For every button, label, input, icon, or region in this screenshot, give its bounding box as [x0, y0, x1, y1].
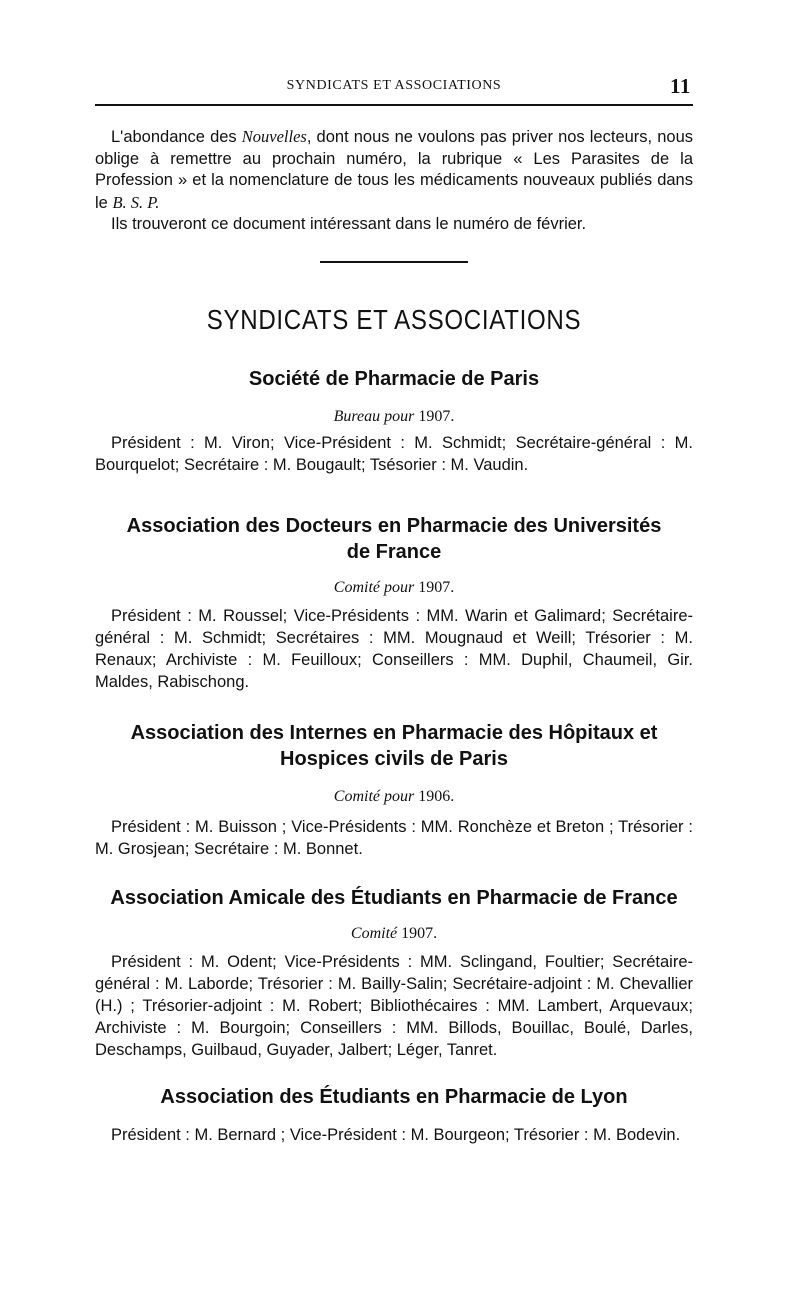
notice-paragraph — [95, 126, 693, 236]
running-title: SYNDICATS ET ASSOCIATIONS — [286, 78, 502, 93]
section-title: Association des Docteurs en Pharmacie des Universités de France — [126, 515, 662, 563]
header-rule — [95, 104, 693, 106]
section-body: Président : M. Bernard ; Vice-Président : M. Bourgeon; Trésorier : M. Bodevin. — [111, 1126, 681, 1144]
page-number: 11 — [669, 74, 691, 98]
section-title: Société de Pharmacie de Paris — [248, 368, 540, 390]
section-subtitle: Bureau pour 1907. — [333, 408, 455, 425]
section-body: Président : M. Roussel; Vice-Présidents : MM. Warin et Galimard; Secrétaire-général : M. Schmidt; Secrétaires : MM. Mougnaud et Weill; Trésorier : M. Renaux; Archiviste : M. Feuilloux; Conseillers : MM. Duphil, Chaumeil, Gir. Maldes, Rabischong. — [95, 607, 693, 691]
section-societe-pharmacie — [95, 366, 693, 476]
section-amicale-etudiants — [95, 885, 693, 1061]
section-title: Association des Internes en Pharmacie des Hôpitaux et Hospices civils de Paris — [130, 722, 658, 770]
section-subtitle: Comité pour 1906. — [333, 788, 455, 805]
nouvelles-italic: Nouvelles — [241, 127, 307, 146]
section-body: Président : M. Odent; Vice-Présidents : MM. Sclingand, Foultier; Secrétaire-général : M. Laborde; Trésorier : M. Bailly-Salin; Secrétaire-adjoint : M. Chevallier (H.) ; Trésorier-adjoint : M. Robert; Bibliothécaires : MM. Lambert, Arquevaux; Archiviste : M. Bourgoin; Conseillers : MM. Billods, Bouillac, Boulé, Darles, Deschamps, Guilbaud, Guyader, Jalbert; Léger, Tanret. — [95, 953, 693, 1059]
section-etudiants-lyon — [95, 1084, 693, 1146]
section-body: Président : M. Viron; Vice-Président : M. Schmidt; Secrétaire-général : M. Bourquelot; Secrétaire : M. Bougault; Tsésorier : M. Vaudin. — [95, 434, 693, 474]
section-title: Association Amicale des Étudiants en Pharmacie de France — [110, 887, 678, 909]
section-internes-pharmacie — [95, 720, 693, 860]
main-title: SYNDICATS ET ASSOCIATIONS — [206, 304, 582, 335]
section-divider — [320, 261, 468, 263]
section-title: Association des Étudiants en Pharmacie de Lyon — [160, 1086, 628, 1108]
bsp-italic: B. S. P. — [112, 192, 160, 212]
section-subtitle: Comité 1907. — [350, 925, 438, 942]
running-head — [95, 74, 693, 98]
section-body: Président : M. Buisson ; Vice-Présidents : MM. Ronchèze et Breton ; Trésorier : M. Grosjean; Secrétaire : M. Bonnet. — [95, 818, 693, 858]
section-docteurs-pharmacie — [95, 513, 693, 693]
notice-text-2: Ils trouveront ce document intéressant dans le numéro de février. — [111, 215, 587, 233]
section-subtitle: Comité pour 1907. — [333, 579, 455, 596]
notice-text-1: L'abondance des Nouvelles, dont nous ne voulons pas priver nos lecteurs, nous oblige à remettre au prochain numéro, la rubrique « Les Parasites de la Profession » et la nomenclature de tous les médicaments nouveaux publiés dans le B. S. P. — [95, 127, 693, 212]
